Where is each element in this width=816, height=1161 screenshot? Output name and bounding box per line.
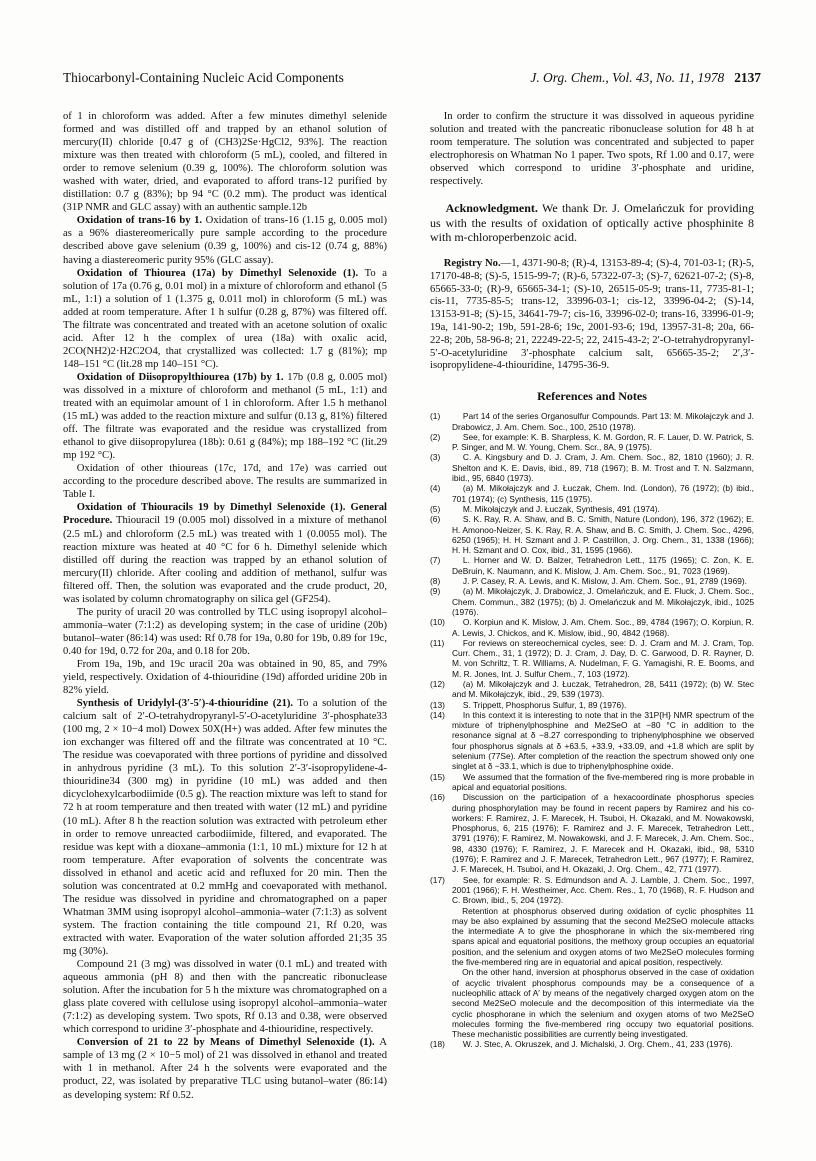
reference-item [430,555,754,576]
paragraph-text: To a solution of 17a (0.76 g, 0.01 mol) in a mixture of chloroform and ethanol (5 mL, 1:1) a solution of 1 (1.375 g, 0.011 mol) in chloroform (5 mL) was added at room temperature. After 1 h sulfur (0.28 g, 87%) was filtered off. The filtrate was concentrated and treated with an acetone solution of oxalic acid. After 12 h the complex of urea (18a) with oxalic acid, 2CO(NH2)2·H2C2O4, that crystallized was collected: 1.7 g (81%); mp 148–151 °C (lit.28 mp 140–151 °C). [63,267,388,370]
reference-paragraph: S. K. Ray, R. A. Shaw, and B. C. Smith, Nature (London), 196, 372 (1962); E. H. Amonoo-Neizer, S. K. Ray, R. A. Shaw, and B. C. Smith, J. Chem. Soc., 4296, 6250 (1965); H. H. Szmant and J. P. Castrillon, J. Org. Chem., 31, 1338 (1966); H. H. Szmant and O. Cox, ibid., 31, 1595 (1966). [452,514,754,556]
reference-paragraph: We assumed that the formation of the five-membered ring is more probable in apical and equatorial positions. [452,771,754,792]
reference-text [452,792,754,874]
reference-text [452,710,754,772]
reference-paragraph: O. Korpiun and K. Mislow, J. Am. Chem. Soc., 89, 4784 (1967); O. Korpiun, R. A. Lewis, J. Chickos, and K. Mislow, ibid., 90, 4842 (1968). [452,617,754,638]
paragraph-text: of 1 in chloroform was added. After a few minutes dimethyl selenide formed and was distilled off and trapped by an ethanol solution of mercury(II) chloride [0.47 g of (CH3)2Se·HgCl2, 93%]. The reaction mixture was then treated with chloroform (5 mL), cooled, and filtered in order to remove selenium (0.39 g, 100%). The chloroform solution was washed with water, dried, and evaporated to afford trans-12 purified by distillation: 0.7 g (83%); bp 94 °C (0.2 mm). The product was identical (31P NMR and GLC assay) with an authentic sample.12b [63,111,387,214]
running-header [63,70,761,88]
reference-number: (12) [430,679,445,689]
reference-item [430,411,754,432]
reference-paragraph: S. Trippett, Phosphorus Sulfur, 1, 89 (1976). [462,699,627,710]
reference-text [452,772,754,793]
reference-paragraph: On the other hand, inversion at phosphorus observed in the case of oxidation of acyclic trivalent phosphorus compounds may be a consequence of a nucleophilic attack of A′ by means of the negatively charged oxygen atom on the second Me2SeO molecule and the decomposition of this intermediate via the cyclic phosphorane in which the selenium and oxygen atoms of two Me2SeO molecules forming the five-membered ring occupy two equatorial positions. These mechanistic possibilities are currently being investigated. [452,967,754,1040]
reference-number: (17) [430,874,445,885]
reference-item [430,772,754,793]
reference-text [452,576,754,586]
reference-paragraph: See, for example: K. B. Sharpless, K. M. Gordon, R. F. Lauer, D. W. Patrick, S. P. Singer, and M. W. Young, Chem. Scr., 8A, 9 (1975). [452,431,754,453]
reference-item [430,617,754,638]
reference-item [430,504,754,514]
page-number: 2137 [734,70,761,85]
reference-text [452,1039,754,1049]
reference-text [452,638,754,679]
body-paragraph [63,658,387,697]
reference-item [430,586,754,617]
paragraph-heading: Conversion of 21 to 22 by Means of Dimethyl Selenoxide (1). [76,1037,375,1049]
reference-item [430,792,754,874]
body-paragraph [63,371,387,462]
reference-number: (13) [430,699,445,710]
body-paragraph [63,214,387,266]
reference-item [430,679,754,700]
paragraph-text: Oxidation of other thioureas (17c, 17d, and 17e) was carried out according to the procedure described above. The results are summarized in Table I. [63,463,387,501]
reference-paragraph: Discussion on the participation of a hexacoordinate phosphorus species during phosphorylation may be found in recent papers by Ramirez and his co-workers: F. Ramirez, J. F. Marecek, H. Tsuboi, H. Okazaki, and M. Nowakowski, Phosphorus, 6, 215 (1976); F. Ramirez and J. F. Marecek, Tetrahedron Lett., 3791 (1976); F. Ramirez, M. Nowakowski, and J. F. Marecek, J. Am. Chem. Soc., 98, 4330 (1976); F. Ramirez, J. F. Marecek and H. Okazaki, ibid., 98, 5310 (1976); F. Ramirez and J. F. Marecek, Tetrahedron Lett., 967 (1977); F. Ramirez, J. F. Marecek, H. Tsuboi, and H. Okazaki, J. Org. Chem., 42, 771 (1977). [452,792,754,875]
body-paragraph [63,606,387,658]
reference-paragraph: (a) M. Mikołajczyk and J. Łuczak, Chem. Ind. (London), 76 (1972); (b) ibid., 701 (1974); (c) Synthesis, 115 (1975). [452,483,754,504]
reference-item [430,1039,754,1049]
paragraph-heading: Oxidation of Diisopropylthiourea (17b) by 1. [76,371,284,383]
body-paragraph [63,697,387,958]
reference-paragraph: W. J. Stec, A. Okruszek, and J. Michalski, J. Org. Chem., 41, 233 (1976). [462,1039,733,1050]
paragraph-heading: Oxidation of Thiouracils 19 by Dimethyl Selenoxide (1). General Procedure. [63,502,387,527]
reference-item [430,700,754,710]
reference-number: (16) [430,792,445,803]
reference-text [452,432,754,453]
body-paragraph [63,267,387,371]
reference-item [430,483,754,504]
reference-number: (4) [430,483,441,494]
body-paragraph [63,110,387,214]
reference-paragraph: See, for example: R. S. Edmundson and A. J. Lamble, J. Chem. Soc., 1997, 2001 (1966); F. H. Westheimer, Acc. Chem. Res., 1, 70 (1968), R. F. Hudson and C. Brown, ibid., 5, 204 (1972). [452,874,754,906]
paragraph-heading: Oxidation of trans-16 by 1. [76,215,203,227]
body-paragraph [63,501,387,605]
reference-number: (11) [430,637,445,648]
right-column [430,110,754,1050]
body-paragraph [63,462,387,501]
reference-text [452,617,754,638]
reference-text [452,679,754,700]
reference-item [430,875,754,1040]
reference-text [452,514,754,555]
paragraph-text: 17b (0.8 g, 0.005 mol) was dissolved in a mixture of chloroform and methanol (5 mL, 1:1) and treated with an equimolar amount of 1 in chloroform. After 1.5 h methanol (15 mL) was added to the reaction mixture and sulfur (0.13 g, 81%) filtered off. The filtrate was evaporated and the residue was crystallized from ethanol to give diisopropylurea (18b): 0.61 g (84%); mp 188–192 °C (lit.29 mp 192 °C). [63,371,387,462]
paragraph-text: Compound 21 (3 mg) was dissolved in water (0.1 mL) and treated with aqueous ammonia (pH 8) and then with the pancreatic ribonuclease solution. After the incubation for 5 h the mixture was chromatographed on a glass plate covered with cellulose using isopropyl alcohol–ammonia–water (7:1:2) as developing system. Two spots, Rf 0.13 and 0.38, were observed which correspond to uridine 3′-phosphate and 4-thiouridine, respectively. [63,959,387,1036]
references-title: References and Notes [537,389,647,404]
reference-number: (2) [430,431,441,442]
left-column [63,110,387,1102]
reference-number: (18) [430,1039,445,1050]
paragraph-heading: Synthesis of Uridylyl-(3′-5′)-4-thiouridine (21). [76,698,294,710]
reference-item [430,710,754,772]
registry-text: —1, 4371-90-8; (R)-4, 13153-89-4; (S)-4, 701-03-1; (R)-5, 17170-48-8; (S)-5, 1515-99-7; (R)-6, 57322-07-3; (S)-7, 62621-07-2; (S)-8, 65665-33-0; (R)-9, 65665-34-1; (S)-10, 26515-05-9; trans-11, 7735-81-1; cis-11, 7735-85-5; trans-12, 33996-03-1; cis-12, 33996-04-2; (S)-14, 13153-91-8; (S)-15, 34641-79-7; cis-16, 33996-02-0; trans-16, 33996-01-9; 19a, 141-90-2; 19b, 591-28-6; 19c, 2001-93-6; 19d, 13957-31-8; 20a, 66-22-8; 20b, 58-96-8; 21, 22249-22-5; 22, 2415-43-2; 2′-O-tetrahydropyranyl-5′-O-acetyluridine 3′-phosphate calcium salt, 65665-35-2; 2′,3′-isopropylidene-4-thiouridine, 14795-36-9. [430,258,754,372]
reference-text [452,700,754,710]
reference-item [430,576,754,586]
reference-number: (7) [430,555,441,566]
reference-number: (9) [430,586,441,597]
reference-paragraph: C. A. Kingsbury and D. J. Cram, J. Am. Chem. Soc., 82, 1810 (1960); J. R. Shelton and K. E. Davis, ibid., 89, 718 (1967); B. M. Trost and T. N. Salzmann, ibid., 95, 6840 (1973). [452,452,754,484]
paragraph-text: A sample of 13 mg (2 × 10−5 mol) of 21 was dissolved in ethanol and treated with 1 in methanol. After 24 h the solvents were evaporated and the product, 22, was isolated by preparative TLC using butanol–water (86:14) as developing system: Rf 0.52. [63,1037,387,1101]
reference-paragraph: L. Horner and W. D. Balzer, Tetrahedron Lett., 1175 (1965); C. Zon, K. E. DeBruin, K. Naumann, and K. Mislow, J. Am. Chem. Soc., 91, 7023 (1969). [452,555,754,576]
reference-text [452,452,754,483]
reference-paragraph: J. P. Casey, R. A. Lewis, and K. Mislow, J. Am. Chem. Soc., 91, 2789 (1969). [462,576,748,587]
reference-text [452,504,754,514]
reference-text [452,411,754,432]
reference-number: (1) [430,411,441,422]
references-list [430,411,754,1049]
reference-number: (15) [430,771,445,782]
reference-paragraph: Retention at phosphorus observed during oxidation of cyclic phosphites 11 may be also explained by assuming that the second Me2SeO molecule attacks the intermediate A to give the phosphorane in which the six-membered ring spans apical and equatorial positions, the methoxy group occupies an equatorial position, and the selenium and oxygen atoms of two Me2SeO molecules forming the five-membered ring are in equatorial and apical position, respectively. [452,905,754,968]
registry-heading: Registry No. [443,258,501,270]
paragraph-text: From 19a, 19b, and 19c uracil 20a was obtained in 90, 85, and 79% yield, respectively. Oxidation of 4-thiouridine (19d) afforded uridine 20b in 82% yield. [63,658,387,697]
registry-numbers [430,258,754,373]
reference-text [452,555,754,576]
reference-number: (5) [430,503,441,514]
reference-paragraph: Part 14 of the series Organosulfur Compounds. Part 13: M. Mikołajczyk and J. Drabowicz, J. Am. Chem. Soc., 100, 2510 (1978). [452,411,754,432]
reference-number: (6) [430,514,441,525]
paragraph-text: Thiouracil 19 (0.005 mol) dissolved in a mixture of methanol (2.5 mL) and chloroform (2.5 mL) was treated with 1 (0.0055 mol). The reaction mixture was heated at 40 °C for 6 h. Dimethyl selenide which distilled off during the reaction was trapped by an ethanol solution of mercury(II) chloride. After cooling and addition of methanol, sulfur was filtered off. Then, the solution was evaporated and the crude product, 20, was isolated by column chromatography on silica gel (GF254). [63,515,387,605]
reference-paragraph: (a) M. Mikołajczyk, J. Drabowicz, J. Omelańczuk, and E. Fluck, J. Chem. Soc., Chem. Commun., 382 (1975); (b) J. Omelańczuk and M. Mikołajczyk, ibid., 1025 (1976). [452,586,754,617]
reference-item [430,638,754,679]
body-paragraph [63,1036,387,1101]
body-paragraph [63,958,387,1036]
reference-paragraph: M. Mikołajczyk and J. Łuczak, Synthesis, 491 (1974). [462,503,660,514]
reference-paragraph: For reviews on stereochemical cycles, see: D. J. Cram and M. J. Cram, Top. Curr. Chem., 31, 1 (1972); D. J. Cram, J. Day, D. C. Garwood, D. R. Rayner, D. M. von Schriltz, T. R. Williams, A. Nudelman, F. G. Yamagishi, R. E. Booms, and M. R. Jones, Int. J. Sulfur Chem., 7, 103 (1972). [452,637,754,679]
reference-number: (3) [430,452,441,463]
intro-paragraph: In order to confirm the structure it was dissolved in aqueous pyridine solution and treated with the pancreatic ribonuclease solution for 48 h at room temperature. The solution was concentrated and subjected to paper electrophoresis on Whatman No 1 paper. Two spots, Rf 1.00 and 0.17, were observed which correspond to uridine 3′-phosphate and uridine, respectively. [430,111,754,188]
reference-paragraph: In this context it is interesting to note that in the 31P{H} NMR spectrum of the mixture of triphenylphosphine and Me2SeO at −80 °C in addition to the resonance signal at δ −8.27 corresponding to triphenylphosphine we observed four phosphorus signals at δ +63.5, +33.9, +33.09, and +1.8 which are split by selenium (77Se). After completion of the reaction the spectrum showed only one singlet at δ −33.1, which is due to triphenylphosphine oxide. [452,709,754,772]
reference-item [430,432,754,453]
paragraph-text: To a solution of the calcium salt of 2′-O-tetrahydropyranyl-5′-O-acetyluridine 3′-phosphate33 (100 mg, 2 × 10−4 mol) Dowex 50X(H+) was added. After few minutes the ion exchanger was filtered off and the filtrate was concentrated at 10 °C. The residue was coevaporated with three portions of pyridine and dissolved in anhydrous pyridine (3 mL). To this solution 2′-3′-isopropylidene-4-thiouridine34 (300 mg) in pyridine (10 mL) was added and then dicyclohexylcarbodiimide (0.5 g). The reaction mixture was left to stand for 72 h at room temperature and then treated with water (12 mL) and pyridine (10 mL). After 8 h the reaction solution was extracted with petroleum ether in order to remove unreacted carbodiimide, filtered, and evaporated. The residue was kept with a dioxane–ammonia (1:1, 10 mL) mixture for 12 h at room temperature. After evaporation of solvents the concentrate was dissolved in ethanol and acetic acid and refluxed for 20 min. Then the solution was concentrated at 0.2 mmHg and coevaporated with methanol. The residue was dissolved in pyridine and chromatographed on a paper Whatman 3MM using isopropyl alcohol–ammonia–water (7:1:3) as solvent system. The fraction containing the title compound 21, Rf 0.20, was extracted with water. Evaporation of the water solution afforded 21;35 35 mg (30%). [63,698,387,957]
reference-paragraph: (a) M. Mikołajczyk and J. Łuczak, Tetrahedron, 28, 5411 (1972); (b) W. Stec and M. Mikołajczyk, ibid., 29, 539 (1973). [452,679,754,700]
reference-text [452,875,754,1040]
paragraph-heading: Oxidation of Thiourea (17a) by Dimethyl Selenoxide (1). [76,267,359,279]
acknowledgment [430,201,754,245]
header-title: Thiocarbonyl-Containing Nucleic Acid Components [63,70,344,85]
acknowledgment-text: We thank Dr. J. Omelańczuk for providing us with the results of oxidation of optically active phosphinite 8 with m-chloroperbenzoic acid. [430,201,754,245]
paragraph-text: The purity of uracil 20 was controlled by TLC using isopropyl alcohol–ammonia–water (7:1:2) as developing system; in the case of uridine (20b) butanol–water (86:14) was used: Rf 0.78 for 19a, 0.80 for 19b, 0.89 for 19c, 0.40 for 19d, 0.72 for 20a, and 0.18 for 20b. [63,606,387,657]
reference-text [452,483,754,504]
reference-text [452,586,754,617]
reference-item [430,514,754,555]
header-journal [530,70,761,86]
reference-number: (10) [430,617,445,628]
reference-number: (14) [430,709,445,720]
paragraph-text: Oxidation of trans-16 (1.15 g, 0.005 mol) as a 96% diastereomerically pure sample according to the procedure described above gave selenium (0.39 g, 100%) and cis-12 (0.74 g, 88%) having a diastereomeric purity 95% (GLC assay). [63,215,388,266]
reference-item [430,452,754,483]
reference-number: (8) [430,576,441,587]
acknowledgment-heading: Acknowledgment. [445,201,538,216]
journal-citation: J. Org. Chem., Vol. 43, No. 11, 1978 [530,70,725,85]
